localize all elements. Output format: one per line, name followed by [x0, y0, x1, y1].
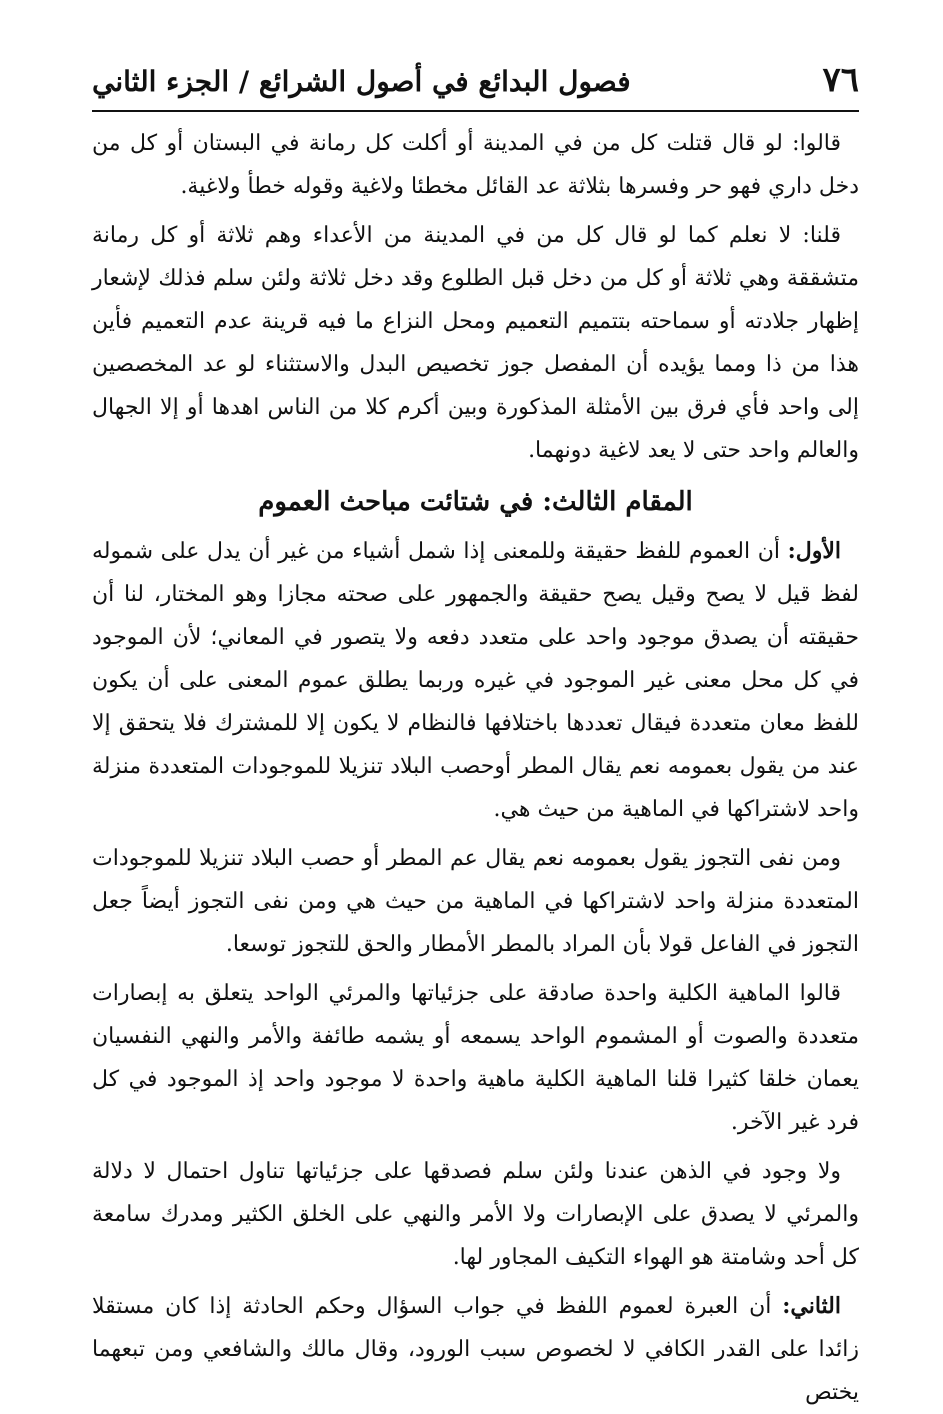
running-title: فصول البدائع في أصول الشرائع / الجزء الثاني [92, 65, 631, 98]
point-text-first: أن العموم للفظ حقيقة وللمعنى إذا شمل أشياء من غير أن يدل على شموله لفظ قيل لا يصح وقيل يصح حقيقة والجمهور على صحته مجازا وهو المختار، لنا أن حقيقته أن يصدق موجود واحد على متعدد دفعه ولا يتصور في المعاني؛ لأن الموجود في كل محل معنى غير الموجود في غيره وربما يطلق عموم المعنى على أن يكون للفظ معان متعددة فيقال تعددها باختلافها فالنظام لا يكون إلا للمشترك فلا يتحقق إلا عند من يقول بعمومه نعم يقال المطر أوحصب البلاد تنزيلا للموجودات المتعددة منزلة واحد لاشتراكها في الماهية من حيث هي. [92, 539, 859, 822]
paragraph-first-point [92, 530, 859, 831]
paragraph-reply: قلنا: لا نعلم كما لو قال كل من في المدينة من الأعداء وهم ثلاثة أو كل رمانة متشققة وهي ثلاثة أو كل من دخل قبل الطلوع وقد دخل ثلاثة ولئن سلم فذلك لإشعار إظهار جلادته أو سماحته بتتميم التعميم ومحل النزاع ما فيه قرينة عدم التعميم فأين هذا من ذا ومما يؤيده أن المفصل جوز تخصيص البدل والاستثناء لو عد المخصصين إلى واحد فأي فرق بين الأمثلة المذكورة وبين أكرم كلا من الناس اهدها أو إلا الجهال والعالم واحد حتى لا يعد لاغية دونهما. [92, 223, 859, 463]
paragraph-objection: قالوا: لو قال قتلت كل من في المدينة أو أكلت كل رمانة في البستان أو كل من دخل داري فهو حر وفسرها بثلاثة عد القائل مخطئا ولاغية وقوله خطأ ولاغية. [92, 131, 859, 199]
paragraph-mind: ولا وجود في الذهن عندنا ولئن سلم فصدقها على جزئياتها تناول احتمال لا دلالة والمرئي لا يصدق على الإبصارات ولا الأمر والنهي على الخلق الكثير ومدرك سامعة كل أحد وشامتة هو الهواء التكيف المجاور لها. [92, 1159, 859, 1270]
point-text-second: أن العبرة لعموم اللفظ في جواب السؤال وحكم الحادثة إذا كان مستقلا زائدا على القدر الكافي لا لخصوص سبب الورود، وقال مالك والشافعي ومن تبعهما يختص [92, 1294, 859, 1405]
paragraph-negation: ومن نفى التجوز يقول بعمومه نعم يقال عم المطر أو حصب البلاد تنزيلا للموجودات المتعددة منزلة واحد لاشتراكها في الماهية من حيث هي ومن نفى التجوز أيضاً جعل التجوز في الفاعل قولا بأن المراد بالمطر الأمطار والحق للتجوز توسعا. [92, 846, 859, 957]
point-label-second: الثاني: [782, 1293, 841, 1319]
page-body [92, 122, 859, 1414]
paragraph-quiddity: قالوا الماهية الكلية واحدة صادقة على جزئياتها والمرئي الواحد يتعلق به إبصارات متعددة والصوت أو المشموم الواحد يسمعه أو يشمه طائفة والأمر والنهي النفسيان يعمان خلقا كثيرا قلنا الماهية الكلية ماهية واحدة لا موجود واحد إذ الموجود في كل فرد غير الآخر. [92, 981, 859, 1135]
section-heading: المقام الثالث: في شتائت مباحث العموم [258, 487, 693, 517]
paragraph-second-point [92, 1285, 859, 1414]
page-number: ٧٦ [822, 60, 859, 100]
page-header [92, 40, 859, 112]
point-label-first: الأول: [787, 538, 841, 564]
